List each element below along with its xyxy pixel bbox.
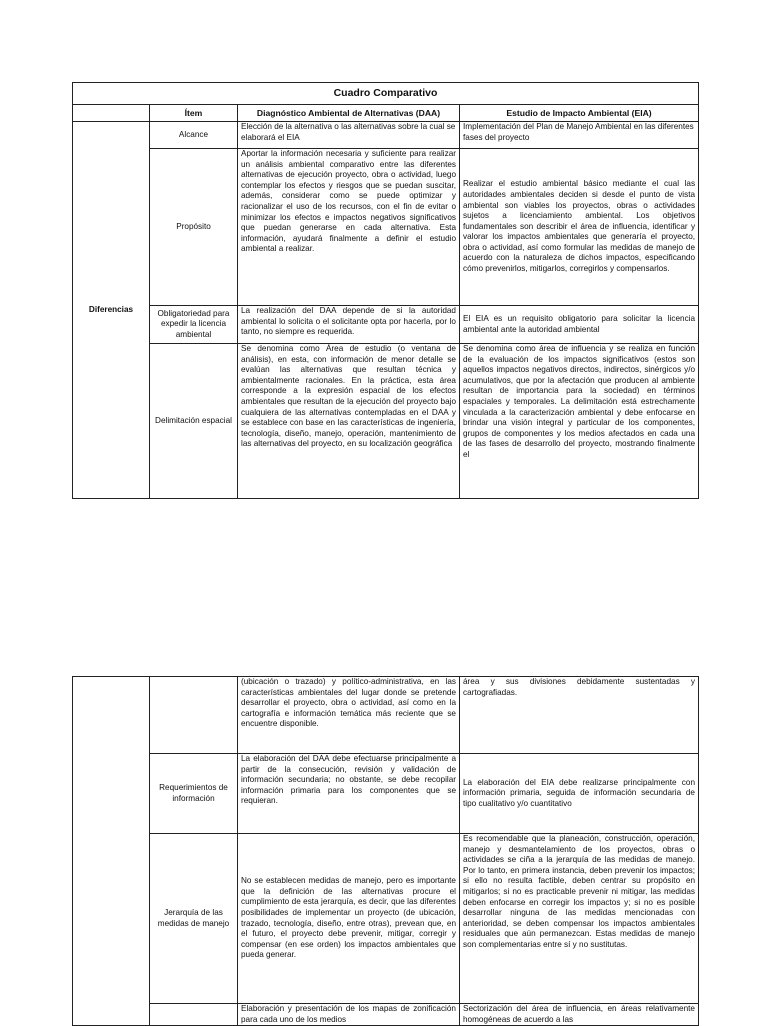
comparison-table-page-1 [72, 82, 699, 499]
table-row [73, 306, 699, 344]
header-eia: Estudio de Impacto Ambiental (EIA) [460, 105, 699, 122]
category-cell: Diferencias [73, 122, 150, 499]
daa-cell: No se establecen medidas de manejo, pero es importante que la definición de las alternativas procure el cumplimiento de esta jerarquía, es decir, que las diferentes posibilidades de implementar un proyecto (de ubicación, trazado, tecnología, diseño, entre otras), prevean que, en el futuro, el proyecto debe prevenir, mitigar, corregir y compensar (en ese orden) los impactos ambientales que pueda generar. [238, 834, 460, 1004]
header-daa: Diagnóstico Ambiental de Alternativas (DAA) [238, 105, 460, 122]
item-cell: Propósito [150, 149, 238, 306]
eia-cell: Realizar el estudio ambiental básico mediante el cual las autoridades ambientales deciden si desde el punto de vista ambiental son viables los proyectos, obras o actividades sujetos a licenciamiento ambiental. Los objetivos fundamentales son describir el área de influencia, identificar y valorar los impactos ambientales que generaría el proyecto, obra o actividad, así como formular las medidas de manejo de acuerdo con la naturaleza de dichos impactos, especificando cómo prevenirlos, mitigarlos, corregirlos y compensarlos. [460, 149, 699, 306]
eia-cell-text: Sectorización del área de influencia, en áreas relativamente homogéneas de acuerdo a las [463, 1004, 695, 1024]
daa-cell [238, 1004, 460, 1026]
table-header-row [73, 105, 699, 122]
table-row [73, 344, 699, 499]
comparison-table-page-2 [72, 676, 699, 1026]
table-title: Cuadro Comparativo [73, 83, 699, 105]
eia-cell: área y sus divisiones debidamente sustentadas y cartografiadas. [460, 677, 699, 754]
daa-cell: Elección de la alternativa o las alternativas sobre la cual se elaborará el EIA [238, 122, 460, 149]
eia-cell: El EIA es un requisito obligatorio para solicitar la licencia ambiental ante la autoridad ambiental [460, 306, 699, 344]
table-row [73, 677, 699, 754]
table-title-row [73, 83, 699, 105]
item-cell [150, 1004, 238, 1026]
daa-cell-text: Elaboración y presentación de los mapas de zonificación para cada uno de los medios [241, 1004, 456, 1024]
item-cell: Delimitación espacial [150, 344, 238, 499]
eia-cell: Es recomendable que la planeación, construcción, operación, manejo y desmantelamiento de los proyectos, obras o actividades se ciña a la jerarquía de las medidas de manejo. Por lo tanto, en primera instancia, deben prevenir los impactos; si ello no resulta factible, deben centrar su propósito en mitigarlos; si no es practicable prevenir ni mitigar, las medidas deben enfocarse en corregir los impactos y; si no es posible desarrollar ninguna de las medidas mencionadas con anterioridad, se deben compensar los impactos ambientales residuales que aún permanezcan. Estas medidas de manejo son complementarias entre sí y no sustitutas. [460, 834, 699, 1004]
eia-cell-text: Se denomina como área de influencia y se realiza en función de la evaluación de los impactos significativos (estos son aquellos impactos negativos directos, indirectos, sinérgicos y/o acumulativos, que por la afectación que producen al ambiente resultan de importancia para la sociedad) en términos espaciales y temporales. La delimitación está estrechamente vinculada a la caracterización ambiental y debe enfocarse en brindar una visión integral y particular de los componentes, grupos de componentes y los medios afectados en cada una de las fases de desarrollo del proyecto, mostrando finalmente el [463, 344, 696, 459]
header-category [73, 105, 150, 122]
daa-cell [238, 344, 460, 499]
eia-cell [460, 1004, 699, 1026]
daa-cell-text: Se denomina como Área de estudio (o ventana de análisis), en esta, con información de menor detalle se evalúan las alternativas que resultan técnica y ambientalmente racionales. En la práctica, esta área corresponde a la expresión espacial de los efectos ambientales que resultan de la ejecución del proyecto bajo cualquiera de las alternativas contempladas en el DAA y se establece con base en las características de ingeniería, tecnología, diseño, manejo, operación, mantenimiento de las alternativas del proyecto, en su localización geográfica [241, 344, 456, 449]
daa-cell: La elaboración del DAA debe efectuarse principalmente a partir de la consecución, revisión y validación de información secundaria; no obstante, se debe recopilar información primaria para los componentes que se requieran. [238, 754, 460, 834]
item-cell: Requerimientos de información [150, 754, 238, 834]
item-cell [150, 677, 238, 754]
table-row [73, 754, 699, 834]
table-row [73, 1004, 699, 1026]
item-cell: Obligatoriedad para expedir la licencia ambiental [150, 306, 238, 344]
eia-cell: Implementación del Plan de Manejo Ambiental en las diferentes fases del proyecto [460, 122, 699, 149]
table-row [73, 122, 699, 149]
daa-cell: (ubicación o trazado) y político-administrativa, en las características ambientales del lugar donde se pretende desarrollar el proyecto, obra o actividad, así como en la cartografía e información temática más reciente que se encuentre disponible. [238, 677, 460, 754]
table-row [73, 149, 699, 306]
eia-cell [460, 344, 699, 499]
daa-cell: Aportar la información necesaria y suficiente para realizar un análisis ambiental comparativo entre las diferentes alternativas de ejecución proyecto, obra o actividad, luego contemplar los efectos y riesgos que se puedan suscitar, además, considerar como se puede optimizar y racionalizar el uso de los recursos, con el fin de evitar o minimizar los efectos e impactos negativos significativos que puedan generarse en cada alternativa. Esta información, ayudará finalmente a definir el estudio ambiental a realizar. [238, 149, 460, 306]
item-cell: Alcance [150, 122, 238, 149]
eia-cell: La elaboración del EIA debe realizarse principalmente con información primaria, seguida de información secundaria de tipo cualitativo y/o cuantitativo [460, 754, 699, 834]
table-row [73, 834, 699, 1004]
daa-cell: La realización del DAA depende de si la autoridad ambiental lo solicita o el solicitante opta por hacerla, por lo tanto, no siempre es requerida. [238, 306, 460, 344]
category-cell [73, 677, 150, 1026]
header-item: Ítem [150, 105, 238, 122]
item-cell: Jerarquía de las medidas de manejo [150, 834, 238, 1004]
